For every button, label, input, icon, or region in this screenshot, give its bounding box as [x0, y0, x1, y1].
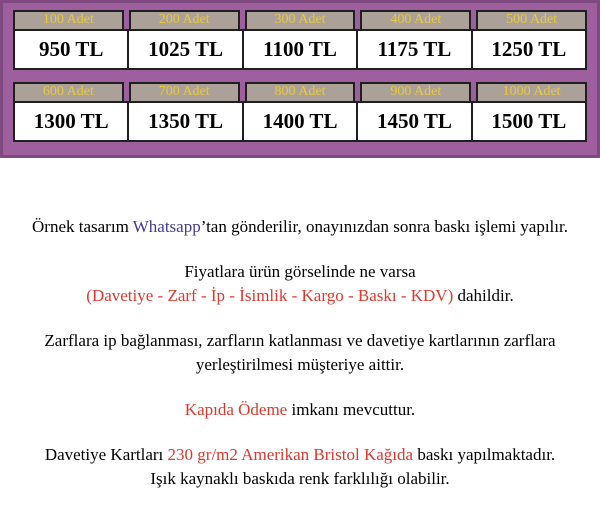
quantity-header: 900 Adet — [360, 82, 471, 103]
price-table-1-value-row — [13, 29, 587, 70]
price-value: 1175 TL — [356, 29, 472, 70]
quantity-header: 100 Adet — [13, 10, 124, 31]
quantity-header: 800 Adet — [245, 82, 356, 103]
price-value: 1500 TL — [471, 101, 587, 142]
pricing-banner — [0, 0, 600, 158]
note-text: Örnek tasarım — [32, 217, 133, 236]
quantity-header: 1000 Adet — [476, 82, 587, 103]
cash-on-delivery-text: Kapıda Ödeme — [184, 400, 288, 419]
note-text: ’tan gönderilir, onayınızdan sonra baskı işlemi yapılır. — [200, 217, 568, 236]
price-table-2-header-row — [13, 82, 587, 103]
quantity-header: 200 Adet — [129, 10, 240, 31]
price-table-1 — [13, 10, 587, 70]
price-value: 1250 TL — [471, 29, 587, 70]
note-text: yerleştirilmesi müşteriye aittir. — [195, 355, 405, 374]
note-text: dahildir. — [453, 286, 514, 305]
price-table-2-value-row — [13, 101, 587, 142]
note-price-includes — [0, 260, 600, 308]
note-customer-assembly — [0, 329, 600, 377]
price-value: 1025 TL — [127, 29, 243, 70]
quantity-header: 600 Adet — [13, 82, 124, 103]
note-sample-design — [0, 215, 600, 239]
price-table-1-header-row — [13, 10, 587, 31]
note-text: imkanı mevcuttur. — [287, 400, 416, 419]
price-value: 1350 TL — [127, 101, 243, 142]
quantity-header: 400 Adet — [360, 10, 471, 31]
paper-spec-text: 230 gr/m2 Amerikan Bristol Kağıda — [167, 445, 414, 464]
quantity-header: 300 Adet — [245, 10, 356, 31]
note-text: Fiyatlara ürün görselinde ne varsa — [184, 262, 416, 281]
order-notes — [0, 158, 600, 491]
quantity-header: 700 Adet — [129, 82, 240, 103]
price-value: 950 TL — [13, 29, 129, 70]
price-table-2 — [13, 82, 587, 142]
note-text: Zarflara ip bağlanması, zarfların katlanması ve davetiye kartlarının zarflara — [44, 331, 556, 350]
included-items-text: (Davetiye - Zarf - İp - İsimlik - Kargo - Baskı - KDV) — [86, 286, 454, 305]
note-text: Davetiye Kartları — [44, 445, 168, 464]
price-value: 1100 TL — [242, 29, 358, 70]
price-value: 1400 TL — [242, 101, 358, 142]
note-paper-quality — [0, 443, 600, 491]
note-text: baskı yapılmaktadır. — [413, 445, 556, 464]
quantity-header: 500 Adet — [476, 10, 587, 31]
note-cash-on-delivery — [0, 398, 600, 422]
whatsapp-text: Whatsapp — [132, 217, 201, 236]
price-value: 1300 TL — [13, 101, 129, 142]
note-text: Işık kaynaklı baskıda renk farklılığı olabilir. — [150, 469, 450, 488]
price-value: 1450 TL — [356, 101, 472, 142]
